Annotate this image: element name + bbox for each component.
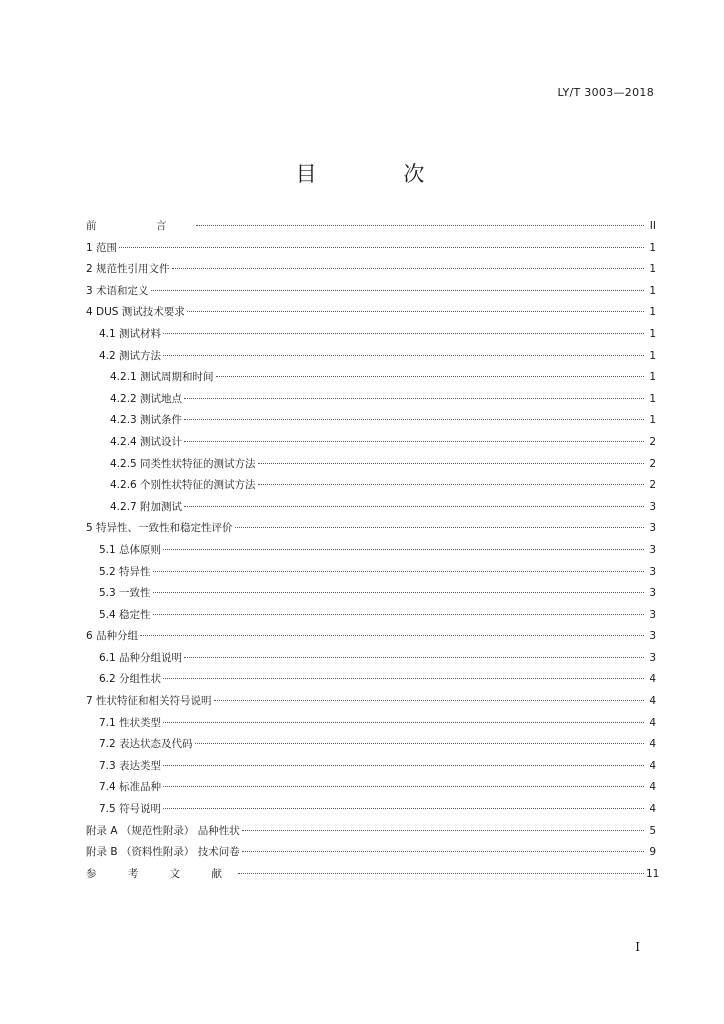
page-number: I	[635, 940, 640, 954]
toc-leader-dots	[163, 764, 644, 766]
toc-leader-dots	[163, 548, 644, 550]
toc-entry[interactable]	[86, 821, 656, 843]
toc-entry-page: 3	[649, 630, 656, 643]
toc-entry-label: 4.2 测试方法	[99, 349, 162, 362]
toc-entry[interactable]	[86, 734, 656, 756]
toc-leader-dots	[216, 375, 644, 377]
toc-entry-label: 4.2.3 测试条件	[110, 414, 183, 427]
toc-entry[interactable]	[86, 497, 656, 519]
toc-entry-page: 3	[649, 565, 656, 578]
toc-entry-page: 4	[649, 738, 656, 751]
toc-leader-dots	[140, 634, 644, 636]
toc-entry-label: 4.2.2 测试地点	[110, 392, 183, 405]
toc-entry-label: 附录 A （规范性附录） 品种性状	[86, 824, 240, 837]
toc-entry[interactable]	[86, 346, 656, 368]
toc-leader-dots	[195, 742, 644, 744]
toc-leader-dots	[258, 462, 644, 464]
toc-leader-dots	[196, 224, 644, 226]
toc-entry-label: 4 DUS 测试技术要求	[86, 306, 185, 319]
toc-entry-label: 4.1 测试材料	[99, 327, 162, 340]
toc-entry[interactable]	[86, 648, 656, 670]
standard-code: LY/T 3003—2018	[557, 86, 654, 99]
toc-leader-dots	[163, 332, 644, 334]
toc-entry[interactable]	[86, 864, 660, 886]
toc-entry[interactable]	[86, 518, 656, 540]
toc-entry[interactable]	[86, 756, 656, 778]
toc-entry-page: 3	[649, 500, 656, 513]
toc-entry-label: 7.1 性状类型	[99, 716, 162, 729]
toc-leader-dots	[119, 246, 644, 248]
toc-leader-dots	[242, 850, 644, 852]
toc-entry-label: 5.4 稳定性	[99, 608, 151, 621]
toc-leader-dots	[184, 656, 644, 658]
toc-entry-page: 1	[649, 371, 656, 384]
toc-entry-page: 4	[649, 759, 656, 772]
toc-entry-page: 9	[649, 846, 656, 859]
toc-entry[interactable]	[86, 626, 656, 648]
toc-entry-label: 7.4 标准品种	[99, 781, 162, 794]
toc-entry-page: 1	[649, 414, 656, 427]
toc-entry[interactable]	[86, 583, 656, 605]
toc-leader-dots	[163, 677, 644, 679]
toc-entry[interactable]	[86, 540, 656, 562]
toc-entry[interactable]	[86, 238, 656, 260]
toc-entry-label: 7 性状特征和相关符号说明	[86, 695, 212, 708]
toc-entry-label: 7.5 符号说明	[99, 803, 162, 816]
toc-entry-page: 1	[649, 306, 656, 319]
toc-leader-dots	[238, 872, 644, 874]
toc-entry-label: 5 特异性、一致性和稳定性评价	[86, 522, 233, 535]
toc-entry-page: 4	[649, 673, 656, 686]
toc-entry[interactable]	[86, 367, 656, 389]
toc-entry-page: 2	[649, 457, 656, 470]
toc-entry-page: 1	[649, 349, 656, 362]
toc-leader-dots	[184, 505, 644, 507]
toc-entry-label: 4.2.4 测试设计	[110, 435, 183, 448]
toc-entry-label: 附录 B （资料性附录） 技术问卷	[86, 846, 240, 859]
toc-entry-page: 3	[649, 543, 656, 556]
toc-entry-label: 5.1 总体原则	[99, 543, 162, 556]
toc-entry-label: 5.2 特异性	[99, 565, 151, 578]
toc-entry[interactable]	[86, 281, 656, 303]
toc-leader-dots	[163, 721, 644, 723]
table-of-contents	[86, 216, 660, 885]
toc-entry[interactable]	[86, 259, 656, 281]
toc-entry-label: 前 言	[86, 220, 195, 232]
toc-entry[interactable]	[86, 799, 656, 821]
toc-entry[interactable]	[86, 842, 656, 864]
toc-entry-page: 1	[649, 392, 656, 405]
toc-entry-page: 1	[649, 263, 656, 276]
toc-leader-dots	[163, 807, 644, 809]
toc-leader-dots	[242, 829, 644, 831]
toc-entry[interactable]	[86, 605, 656, 627]
toc-leader-dots	[184, 397, 644, 399]
toc-entry-page: 1	[649, 284, 656, 297]
toc-leader-dots	[187, 310, 644, 312]
toc-entry-page: 3	[649, 522, 656, 535]
toc-entry-label: 4.2.6 个别性状特征的测试方法	[110, 479, 256, 492]
toc-entry[interactable]	[86, 302, 656, 324]
toc-entry-page: 4	[649, 716, 656, 729]
toc-entry-page: 1	[649, 327, 656, 340]
toc-leader-dots	[153, 570, 644, 572]
toc-entry[interactable]	[86, 691, 656, 713]
toc-entry-label: 6 品种分组	[86, 630, 139, 643]
toc-entry-label: 7.2 表达状态及代码	[99, 738, 193, 751]
toc-leader-dots	[163, 785, 644, 787]
toc-entry-label: 参 考 文 献	[86, 867, 237, 880]
toc-entry[interactable]	[86, 432, 656, 454]
toc-entry-page: 3	[649, 587, 656, 600]
toc-entry-page: 3	[649, 651, 656, 664]
toc-entry[interactable]	[86, 475, 656, 497]
toc-entry[interactable]	[86, 669, 656, 691]
toc-leader-dots	[258, 483, 644, 485]
toc-entry-label: 4.2.1 测试周期和时间	[110, 371, 214, 384]
toc-entry[interactable]	[86, 389, 656, 411]
toc-leader-dots	[235, 526, 644, 528]
toc-entry-page: 1	[649, 241, 656, 254]
toc-entry[interactable]	[86, 562, 656, 584]
toc-entry[interactable]	[86, 777, 656, 799]
toc-entry-label: 2 规范性引用文件	[86, 263, 170, 276]
toc-entry[interactable]	[86, 410, 656, 432]
toc-leader-dots	[214, 699, 644, 701]
toc-entry[interactable]	[86, 454, 656, 476]
toc-entry-page: 2	[649, 435, 656, 448]
toc-entry-page: 3	[649, 608, 656, 621]
toc-entry[interactable]	[86, 713, 656, 735]
toc-leader-dots	[184, 418, 644, 420]
toc-leader-dots	[153, 613, 644, 615]
toc-leader-dots	[153, 591, 644, 593]
toc-entry-page: 11	[646, 867, 660, 880]
toc-entry-page: II	[649, 220, 656, 232]
toc-entry-label: 4.2.5 同类性状特征的测试方法	[110, 457, 256, 470]
toc-entry-label: 6.2 分组性状	[99, 673, 162, 686]
toc-entry-label: 4.2.7 附加测试	[110, 500, 183, 513]
toc-entry[interactable]	[86, 324, 656, 346]
toc-entry-label: 7.3 表达类型	[99, 759, 162, 772]
toc-entry-label: 3 术语和定义	[86, 284, 149, 297]
toc-entry-page: 5	[649, 824, 656, 837]
toc-entry-page: 2	[649, 479, 656, 492]
page-title: 目 次	[295, 162, 465, 186]
toc-entry-page: 4	[649, 695, 656, 708]
toc-leader-dots	[172, 267, 644, 269]
toc-leader-dots	[163, 354, 644, 356]
toc-entry[interactable]	[86, 216, 656, 238]
toc-leader-dots	[184, 440, 644, 442]
toc-entry-page: 4	[649, 781, 656, 794]
toc-entry-label: 6.1 品种分组说明	[99, 651, 183, 664]
toc-leader-dots	[151, 289, 644, 291]
toc-entry-label: 1 范围	[86, 241, 118, 254]
toc-entry-label: 5.3 一致性	[99, 587, 151, 600]
toc-entry-page: 4	[649, 803, 656, 816]
